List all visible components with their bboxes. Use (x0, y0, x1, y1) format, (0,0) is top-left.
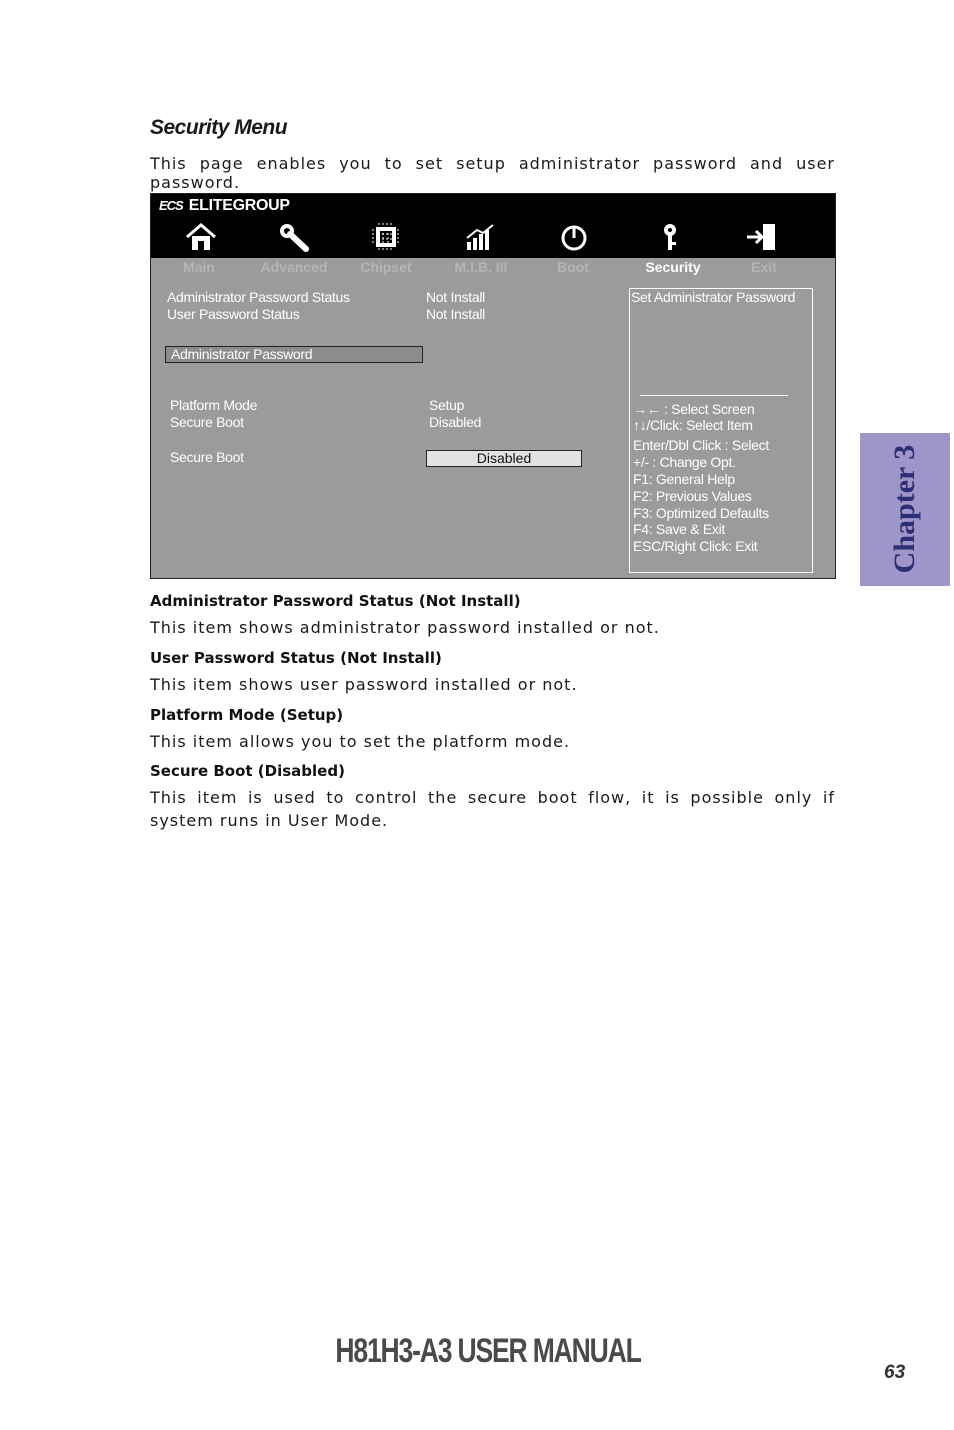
desc-heading-user-status: User Password Status (Not Install) (150, 649, 442, 667)
secure-boot-value: Disabled (429, 414, 482, 430)
help-key-exit: ESC/Right Click: Exit (633, 538, 758, 554)
section-title: Security Menu (150, 116, 288, 139)
desc-text-user-status: This item shows user password installed or not. (150, 675, 578, 694)
help-key-general-help: F1: General Help (633, 471, 735, 487)
chart-icon[interactable] (463, 222, 497, 252)
chapter-tab (860, 433, 950, 586)
wrench-icon[interactable] (277, 222, 311, 252)
brand-name: ELITEGROUP (188, 197, 290, 214)
desc-text-platform-mode: This item allows you to set the platform mode. (150, 732, 571, 751)
admin-status-value: Not Install (426, 289, 485, 305)
tab-boot[interactable]: Boot (557, 259, 589, 275)
platform-mode-value: Setup (429, 397, 465, 413)
chip-icon[interactable] (369, 222, 403, 252)
bios-header (151, 194, 835, 258)
tab-main[interactable]: Main (183, 259, 215, 275)
help-key-optimized-defaults: F3: Optimized Defaults (633, 505, 769, 521)
intro-paragraph: This page enables you to set setup administrator password and user password. (150, 154, 835, 192)
help-key-select-screen: →← : Select Screen (633, 401, 755, 417)
admin-password-item[interactable] (165, 346, 423, 363)
key-icon[interactable] (653, 222, 687, 252)
admin-password-label: Administrator Password (171, 346, 313, 362)
tab-advanced[interactable]: Advanced (260, 259, 328, 275)
power-icon[interactable] (557, 222, 591, 252)
desc-heading-secure-boot: Secure Boot (Disabled) (150, 762, 345, 780)
desc-text-secure-boot: This item is used to control the secure boot flow, it is possible only if system runs in User Mode. (150, 788, 835, 830)
user-status-value: Not Install (426, 306, 485, 322)
tab-exit[interactable]: Exit (751, 259, 777, 275)
desc-heading-admin-status: Administrator Password Status (Not Install) (150, 592, 521, 610)
manual-title: H81H3-A3 USER MANUAL (335, 1332, 641, 1370)
home-icon[interactable] (184, 222, 218, 252)
desc-text-admin-status: This item shows administrator password installed or not. (150, 618, 660, 637)
platform-mode-label: Platform Mode (170, 397, 258, 413)
brand (159, 197, 290, 215)
bios-screenshot (150, 193, 836, 579)
help-key-previous-values: F2: Previous Values (633, 488, 752, 504)
user-status-label: User Password Status (167, 306, 300, 322)
page-number: 63 (884, 1362, 906, 1383)
desc-heading-platform-mode: Platform Mode (Setup) (150, 706, 344, 724)
tab-security[interactable]: Security (645, 259, 701, 275)
chapter-label: Chapter 3 (888, 444, 921, 574)
secure-boot-select[interactable]: Disabled (426, 450, 582, 467)
help-key-save-exit: F4: Save & Exit (633, 521, 725, 537)
admin-status-label: Administrator Password Status (167, 289, 350, 305)
help-key-select: Enter/Dbl Click : Select (633, 437, 769, 453)
help-title: Set Administrator Password (631, 289, 796, 305)
help-key-select-item: ↑↓/Click: Select Item (633, 417, 753, 433)
ecs-logo: ECS (159, 198, 183, 213)
secure-boot-label: Secure Boot (170, 414, 244, 430)
help-key-change-opt: +/- : Change Opt. (633, 454, 736, 470)
help-panel (629, 288, 813, 573)
exit-icon[interactable] (745, 222, 779, 252)
secure-boot-option-label: Secure Boot (170, 449, 244, 465)
tab-mib[interactable]: M.I.B. III (454, 259, 508, 275)
help-divider (640, 395, 788, 396)
tab-chipset[interactable]: Chipset (360, 259, 412, 275)
